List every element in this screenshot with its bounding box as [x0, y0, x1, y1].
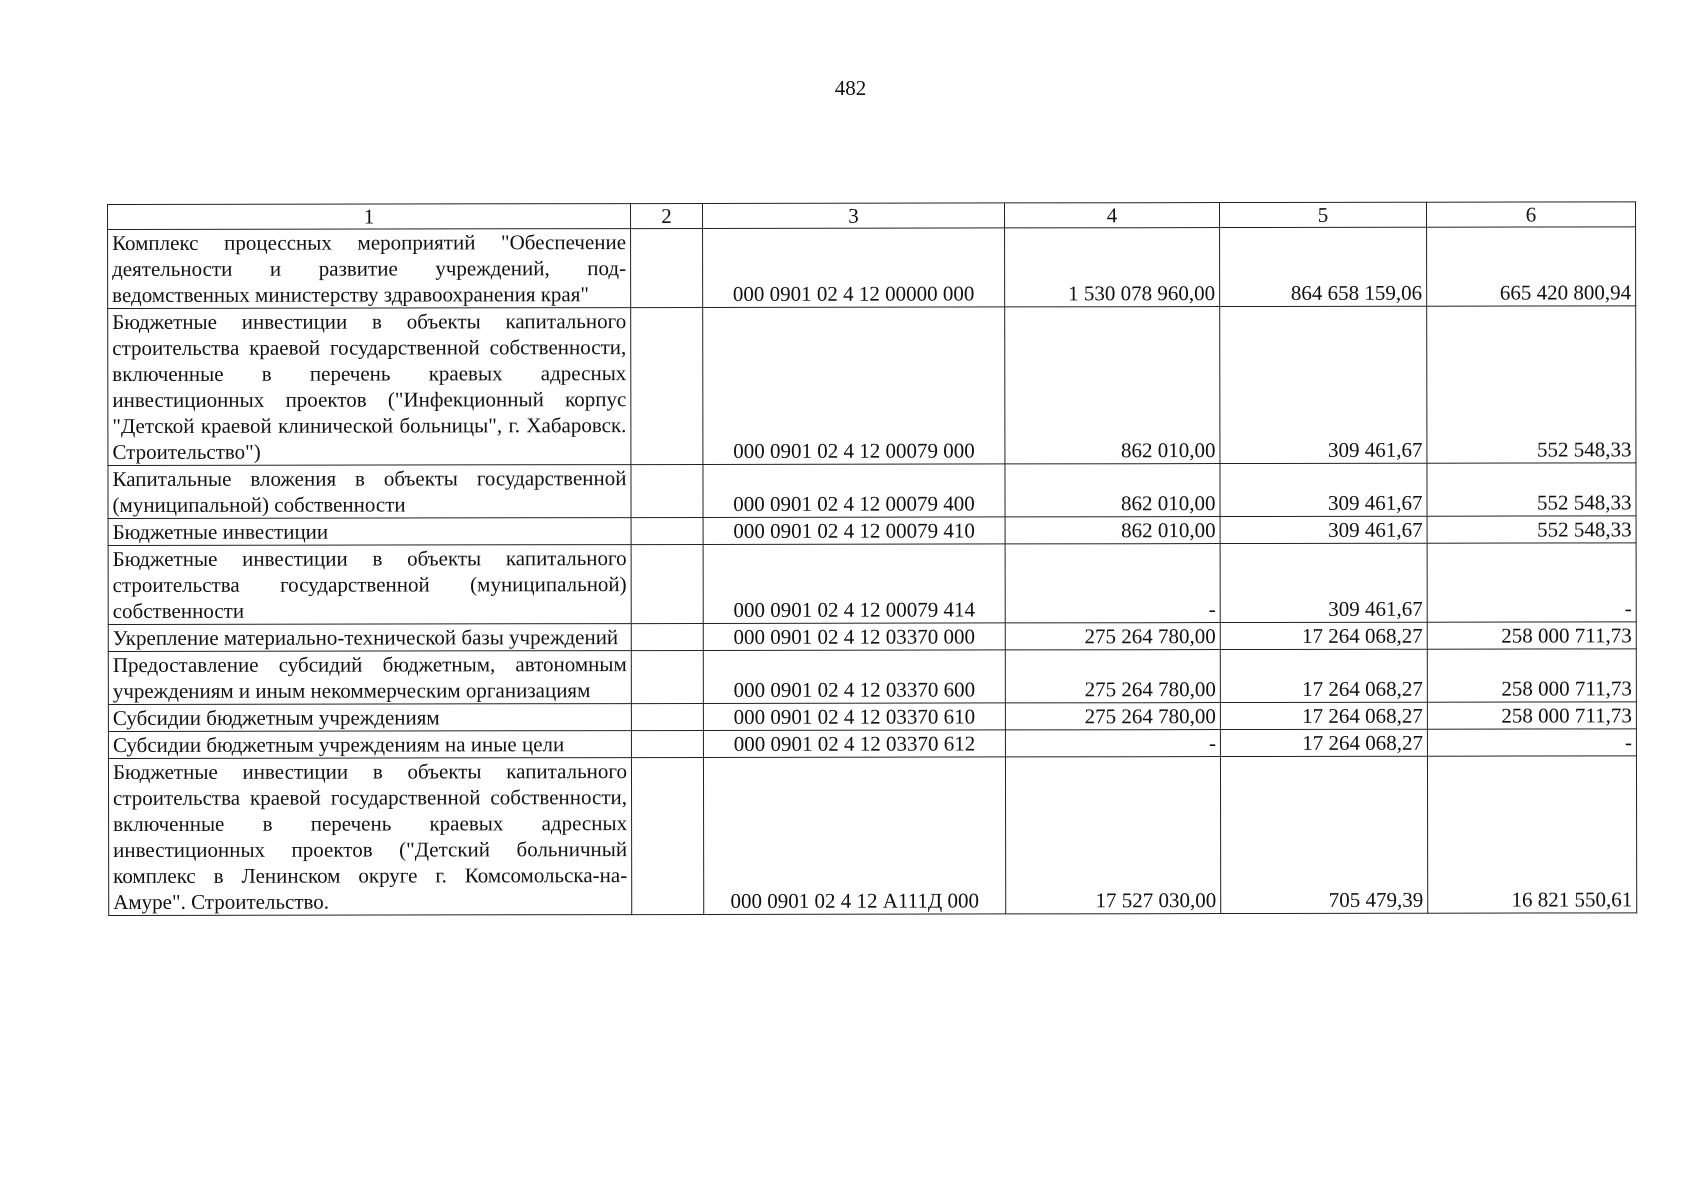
value-col4: 862 010,00 — [1005, 464, 1220, 517]
row-col2 — [631, 703, 703, 730]
budget-code: 000 0901 02 4 12 00079 414 — [703, 544, 1005, 624]
column-header: 2 — [631, 203, 703, 228]
table-row — [108, 463, 1636, 519]
budget-code: 000 0901 02 4 12 00079 000 — [703, 307, 1005, 465]
row-name: Бюджетные инвестиции в объекты капитального строительства краевой государственной собственности, включенные в перечень краевых адресных инвестиционных проектов ("Инфекционный корпус "Детской краевой клинической больницы", г. Хабаровск. Строительство") — [108, 308, 631, 466]
budget-code: 000 0901 02 4 12 А111Д 000 — [703, 757, 1005, 915]
value-col6: - — [1427, 543, 1636, 622]
value-col6: 258 000 711,73 — [1427, 702, 1636, 729]
table-row — [108, 756, 1636, 916]
row-col2 — [631, 757, 703, 914]
value-col5: 17 264 068,27 — [1220, 729, 1427, 756]
table-row — [108, 622, 1636, 652]
value-col6: 552 548,33 — [1427, 516, 1636, 543]
row-name: Бюджетные инвестиции в объекты капитального строительства государственной (муниципальной) собственности — [108, 545, 631, 625]
budget-code: 000 0901 02 4 12 00079 410 — [703, 517, 1005, 545]
value-col5: 309 461,67 — [1220, 516, 1427, 543]
value-col5: 17 264 068,27 — [1220, 649, 1427, 702]
value-col4: 275 264 780,00 — [1005, 623, 1220, 650]
value-col4: - — [1005, 730, 1220, 757]
column-header: 6 — [1426, 202, 1635, 227]
table-row — [108, 543, 1636, 625]
value-col6: - — [1427, 729, 1636, 756]
row-col2 — [631, 730, 703, 757]
value-col4: 275 264 780,00 — [1005, 703, 1220, 730]
column-header: 3 — [702, 203, 1004, 229]
row-col2 — [631, 650, 703, 703]
column-header: 1 — [108, 204, 631, 230]
budget-code: 000 0901 02 4 12 03370 600 — [703, 650, 1005, 704]
value-col4: 275 264 780,00 — [1005, 650, 1220, 703]
value-col6: 552 548,33 — [1427, 306, 1636, 463]
value-col5: 864 658 159,06 — [1220, 227, 1427, 306]
row-name: Субсидии бюджетным учреждениям — [108, 704, 631, 732]
row-col2 — [631, 228, 703, 307]
table-row — [108, 306, 1636, 466]
row-name: Капитальные вложения в объекты государственной (муниципальной) собственности — [108, 465, 631, 519]
value-col5: 17 264 068,27 — [1220, 622, 1427, 649]
budget-code: 000 0901 02 4 12 03370 000 — [703, 623, 1005, 651]
value-col4: 17 527 030,00 — [1005, 757, 1220, 914]
value-col6: 258 000 711,73 — [1427, 622, 1636, 649]
value-col5: 309 461,67 — [1220, 543, 1427, 622]
column-number-row — [108, 202, 1636, 230]
budget-code: 000 0901 02 4 12 00079 400 — [703, 464, 1005, 518]
value-col5: 309 461,67 — [1220, 306, 1427, 463]
row-col2 — [631, 517, 703, 544]
value-col6: 552 548,33 — [1427, 463, 1636, 516]
table-row — [108, 516, 1636, 546]
table-row — [108, 649, 1636, 705]
value-col5: 309 461,67 — [1220, 463, 1427, 516]
column-header: 5 — [1219, 202, 1426, 227]
row-name: Комплекс процессных мероприятий "Обеспечение деятельности и развитие учреждений, подведомственных министерству здравоохранения края" — [108, 229, 631, 309]
value-col4: 862 010,00 — [1005, 517, 1220, 544]
table-row — [108, 702, 1636, 732]
row-name: Субсидии бюджетным учреждениям на иные цели — [108, 731, 631, 759]
value-col4: - — [1005, 544, 1220, 623]
column-header: 4 — [1004, 203, 1219, 228]
budget-code: 000 0901 02 4 12 00000 000 — [703, 228, 1005, 308]
page-number: 482 — [834, 76, 867, 100]
value-col6: 665 420 800,94 — [1427, 227, 1636, 306]
row-col2 — [631, 464, 703, 517]
row-name: Бюджетные инвестиции — [108, 518, 631, 546]
row-col2 — [631, 623, 703, 650]
value-col4: 862 010,00 — [1005, 307, 1220, 464]
row-col2 — [631, 307, 703, 464]
value-col5: 17 264 068,27 — [1220, 702, 1427, 729]
row-col2 — [631, 544, 703, 623]
value-col4: 1 530 078 960,00 — [1005, 228, 1220, 307]
budget-code: 000 0901 02 4 12 03370 612 — [703, 730, 1005, 758]
table-row — [108, 227, 1636, 309]
row-name: Бюджетные инвестиции в объекты капитального строительства краевой государственной собственности, включенные в перечень краевых адресных инвестиционных проектов ("Детский больничный комплекс в Ленинском округе г. Комсомольска-на-Амуре". Строительство. — [108, 758, 631, 916]
value-col5: 705 479,39 — [1220, 756, 1427, 913]
value-col6: 258 000 711,73 — [1427, 649, 1636, 702]
row-name: Предоставление субсидий бюджетным, автономным учреждениям и иным некоммерческим организациям — [108, 651, 631, 705]
table-row — [108, 729, 1636, 759]
row-name: Укрепление материально-технической базы учреждений — [108, 624, 631, 652]
budget-table — [107, 201, 1637, 916]
budget-code: 000 0901 02 4 12 03370 610 — [703, 703, 1005, 731]
value-col6: 16 821 550,61 — [1427, 756, 1636, 913]
